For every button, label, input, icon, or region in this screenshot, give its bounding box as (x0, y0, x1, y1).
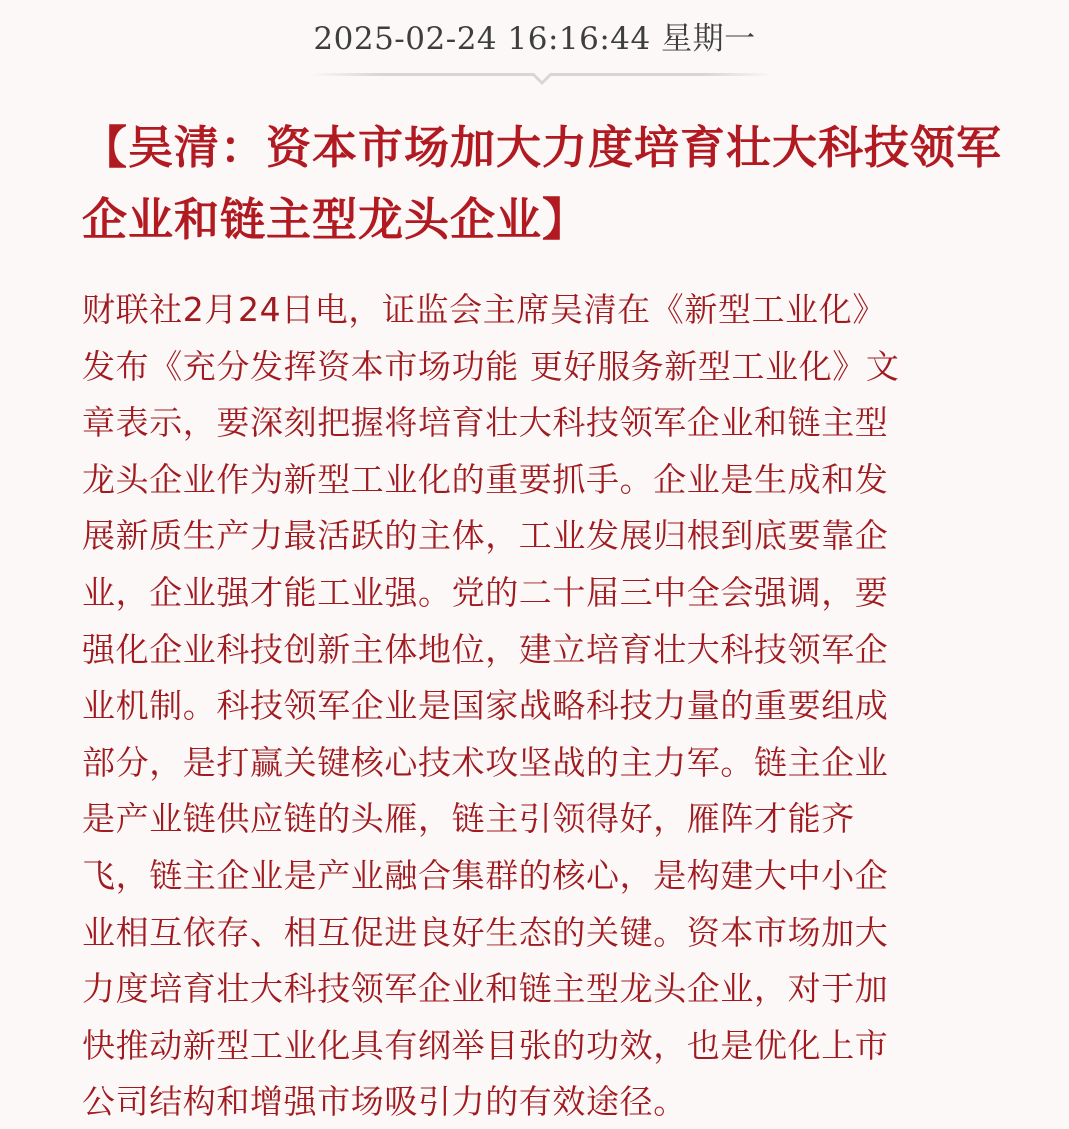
body-line: 是产业链供应链的头雁，链主引领得好，雁阵才能齐 (82, 799, 855, 839)
body-line: 力度培育壮大科技领军企业和链主型龙头企业，对于加 (82, 969, 889, 1009)
timestamp: 2025-02-24 16:16:44 星期一 (313, 21, 756, 57)
body-line: 飞，链主企业是产业融合集群的核心，是构建大中小企 (82, 855, 889, 895)
body-line: 强化企业科技创新主体地位，建立培育壮大科技领军企 (82, 629, 889, 669)
body-line: 发布《充分发挥资本市场功能 更好服务新型工业化》文 (82, 346, 900, 386)
body-line: 展新质生产力最活跃的主体，工业发展归根到底要靠企 (82, 516, 889, 556)
headline: 【吴清：资本市场加大力度培育壮大科技领军企业和链主型龙头企业】 (82, 121, 1003, 246)
article-body (82, 282, 994, 1129)
body-line: 业相互依存、相互促进良好生态的关键。资本市场加大 (82, 912, 889, 952)
body-line: 业，企业强才能工业强。党的二十届三中全会强调，要 (82, 572, 889, 612)
body-line: 财联社2月24日电，证监会主席吴清在《新型工业化》 (82, 290, 886, 329)
body-line: 龙头企业作为新型工业化的重要抓手。企业是生成和发 (82, 459, 889, 499)
timestamp-pointer-icon (530, 73, 554, 85)
body-line: 业机制。科技领军企业是国家战略科技力量的重要组成 (82, 686, 889, 726)
body-line: 快推动新型工业化具有纲举目张的功效，也是优化上市 (82, 1025, 889, 1065)
body-line: 章表示，要深刻把握将培育壮大科技领军企业和链主型 (82, 403, 889, 443)
body-line: 部分，是打赢关键核心技术攻坚战的主力军。链主企业 (82, 742, 889, 782)
body-line: 公司结构和增强市场吸引力的有效途径。 (82, 1082, 687, 1122)
